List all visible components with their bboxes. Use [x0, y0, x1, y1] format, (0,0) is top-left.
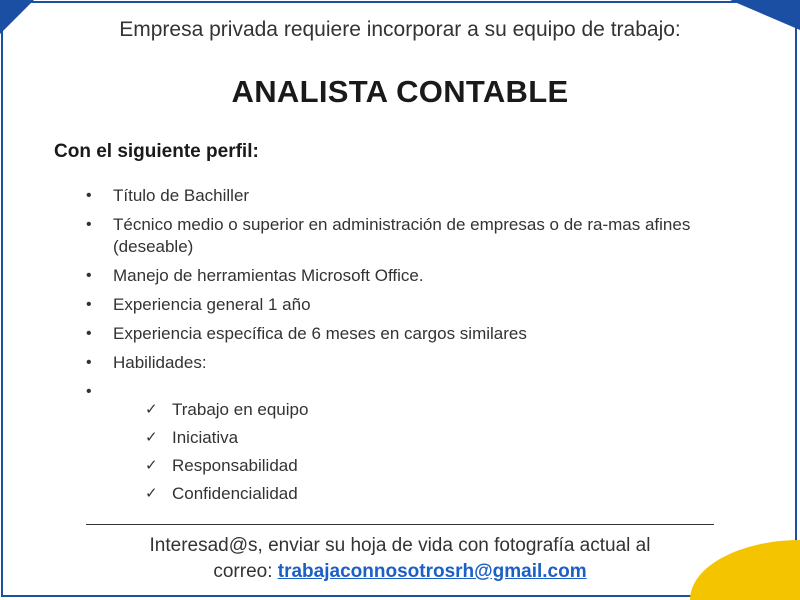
skill-item — [0, 455, 308, 477]
requirement-text: Manejo de herramientas Microsoft Office. — [113, 266, 424, 285]
divider-line — [86, 524, 714, 525]
email-link[interactable]: trabajaconnosotrosrh@gmail.com — [277, 561, 587, 582]
requirement-item — [0, 294, 753, 316]
bullet-icon: • — [86, 325, 92, 342]
email-prefix: correo: — [213, 561, 278, 582]
requirement-text: Habilidades: — [113, 353, 207, 372]
requirement-item — [0, 323, 753, 345]
skill-text: Trabajo en equipo — [172, 400, 309, 419]
skill-text: Confidencialidad — [172, 484, 298, 503]
skill-text: Responsabilidad — [172, 456, 298, 475]
checkmark-icon: ✓ — [145, 401, 158, 418]
intro-text: Empresa privada requiere incorporar a su equipo de trabajo: — [119, 18, 681, 41]
skill-text: Iniciativa — [172, 428, 239, 447]
checkmark-icon: ✓ — [145, 429, 158, 446]
profile-heading: Con el siguiente perfil: — [54, 141, 259, 162]
bullet-icon: • — [86, 354, 92, 371]
requirement-text: Título de Bachiller — [113, 186, 250, 205]
requirement-text: Experiencia específica de 6 meses en cargos similares — [113, 324, 527, 343]
bullet-icon: • — [86, 296, 92, 313]
skills-list — [0, 399, 308, 511]
bullet-icon: • — [86, 383, 92, 400]
checkmark-icon: ✓ — [145, 485, 158, 502]
requirement-item — [0, 214, 753, 258]
requirement-text: Experiencia general 1 año — [113, 295, 311, 314]
requirements-list — [0, 185, 753, 410]
skill-item — [0, 427, 308, 449]
requirement-item — [0, 352, 753, 374]
job-title: ANALISTA CONTABLE — [231, 74, 569, 109]
requirement-item — [0, 185, 753, 207]
contact-footer — [0, 533, 800, 585]
checkmark-icon: ✓ — [145, 457, 158, 474]
requirement-text: Técnico medio o superior en administración de empresas o de ra-mas afines (deseable) — [113, 215, 691, 256]
skill-item — [0, 399, 308, 421]
bullet-icon: • — [86, 187, 92, 204]
contact-text-line1: Interesad@s, enviar su hoja de vida con fotografía actual al — [149, 535, 651, 556]
bullet-icon: • — [86, 267, 92, 284]
contact-text-line2 — [0, 559, 800, 585]
requirement-item — [0, 265, 753, 287]
skill-item — [0, 483, 308, 505]
bullet-icon: • — [86, 216, 92, 233]
